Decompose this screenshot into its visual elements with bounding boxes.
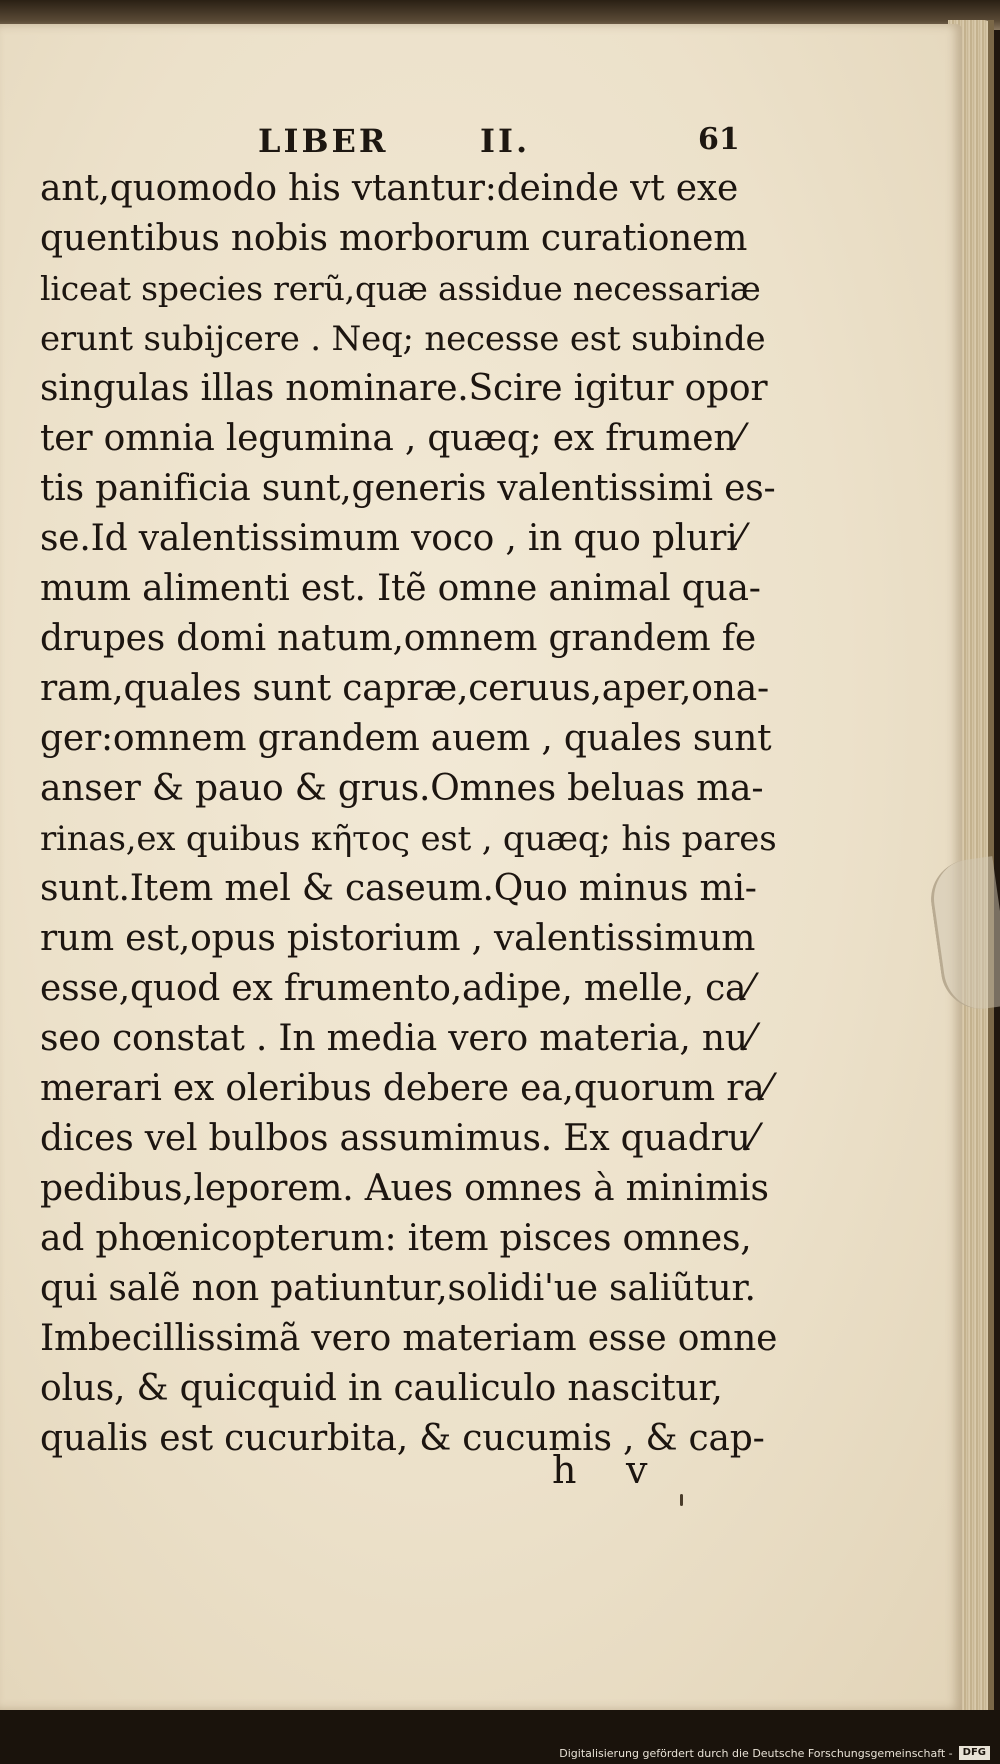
text-line: Imbecillissimã vero materiam esse omne <box>40 1318 778 1359</box>
text-line: dices vel bulbos assumimus. Ex quadru⁄ <box>40 1118 757 1159</box>
text-line: rinas,ex quibus κῆτος est , quæq; his pares <box>40 819 777 859</box>
text-line: qualis est cucurbita, & cucumis , & cap- <box>40 1418 765 1459</box>
text-line: anser & pauo & grus.Omnes beluas ma- <box>40 768 764 809</box>
text-line: olus, & quicquid in cauliculo nascitur, <box>40 1368 723 1409</box>
text-line: ant,quomodo his vtantur:deinde vt exe <box>40 168 739 209</box>
text-line: ger:omnem grandem auem , quales sunt <box>40 718 772 759</box>
text-line: sunt.Item mel & caseum.Quo minus mi- <box>40 868 757 909</box>
credit-text: Digitalisierung gefördert durch die Deutsche Forschungsgemeinschaft - <box>559 1746 953 1760</box>
text-line: drupes domi natum,omnem grandem fe <box>40 618 756 659</box>
text-line: rum est,opus pistorium , valentissimum <box>40 918 756 959</box>
text-line: esse,quod ex frumento,adipe, melle, ca⁄ <box>40 968 753 1009</box>
ink-speck <box>680 1494 683 1506</box>
text-line: quentibus nobis morborum curationem <box>40 218 748 259</box>
text-line: qui salẽ non patiuntur,solidi'ue saliũtur. <box>40 1268 756 1309</box>
text-line: pedibus,leporem. Aues omnes à minimis <box>40 1168 769 1209</box>
digitization-credit <box>559 1745 990 1761</box>
text-line: ter omnia legumina , quæq; ex frumen⁄ <box>40 418 743 459</box>
text-line: erunt subijcere . Neq; necesse est subinde <box>40 319 766 359</box>
text-line: singulas illas nominare.Scire igitur opor <box>40 368 768 409</box>
text-line: liceat species rerũ,quæ assidue necessariæ <box>40 269 761 308</box>
running-head-book-numeral: II. <box>480 122 531 160</box>
body-text <box>40 164 780 1464</box>
text-line: seo constat . In media vero materia, nu⁄ <box>40 1018 754 1059</box>
signature-letter: h <box>552 1448 577 1492</box>
text-line: ad phœnicopterum: item pisces omnes, <box>40 1218 752 1259</box>
text-line: se.Id valentissimum voco , in quo pluri⁄ <box>40 518 744 559</box>
text-line: tis panificia sunt,generis valentissimi es- <box>40 468 776 509</box>
text-line: ram,quales sunt capræ,ceruus,aper,ona- <box>40 668 769 709</box>
book-page <box>0 24 962 1710</box>
dfg-logo: DFG <box>959 1746 990 1760</box>
signature-mark <box>552 1448 702 1498</box>
signature-number: v <box>626 1448 648 1492</box>
text-line: merari ex oleribus debere ea,quorum ra⁄ <box>40 1068 771 1109</box>
folio-number: 61 <box>698 122 740 157</box>
running-head-title: LIBER <box>258 122 389 160</box>
text-line: mum alimenti est. Itẽ omne animal qua- <box>40 568 761 609</box>
